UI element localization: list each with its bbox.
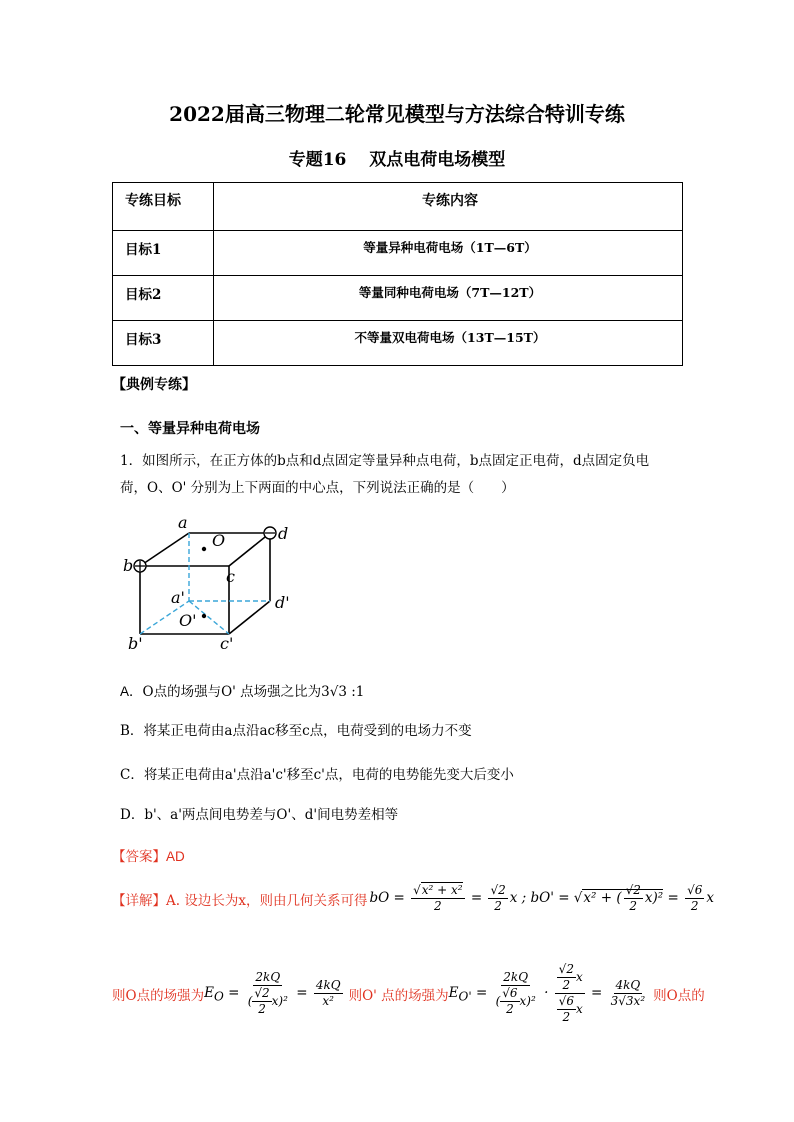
- answer-line: [112, 845, 185, 865]
- answer-label: 【答案】: [112, 849, 166, 865]
- option-a-ratio: 3√3 :1: [321, 684, 365, 700]
- table-header-content: 专练内容: [214, 183, 683, 231]
- detail-line2-suffix: 则O点的: [653, 987, 705, 1004]
- label-a-prime: a': [171, 588, 185, 607]
- cube-figure: [118, 512, 298, 657]
- point-O: [202, 547, 206, 551]
- document-subtitle: 专题16 双点电荷电场模型: [288, 150, 506, 170]
- option-b: B．将某正电荷由a点沿ac移至c点，电荷受到的电场力不变: [120, 723, 472, 739]
- document-title: 2022届高三物理二轮常见模型与方法综合特训专练: [169, 102, 625, 126]
- table-row: [113, 276, 683, 321]
- detail-line2-mid: 则O' 点的场强为: [348, 987, 449, 1004]
- question-line-2: 荷，O、O' 分别为上下两面的中心点，下列说法正确的是（ ）: [120, 480, 515, 496]
- part-heading: 一、等量异种电荷电场: [120, 421, 260, 437]
- positive-charge-icon: [134, 560, 146, 572]
- answer-value: AD: [166, 849, 185, 864]
- option-d: D．b'、a'两点间电势差与O'、d'间电势差相等: [120, 807, 399, 823]
- table-header-goal: 专练目标: [113, 183, 214, 231]
- question-line-1: 1．如图所示，在正方体的b点和d点固定等量异种点电荷，b点固定正电荷，d点固定负电: [120, 453, 650, 469]
- formula-EO-prime: $E_{O'}$ = 2kQ ( $\frac{√6}{2}$ x)² · $\frac{√2}{2}$ x $\frac{√6}{2}$ x = $\frac{4kQ}{\text{3√3x²}}$: [448, 962, 646, 1024]
- label-b-prime: b': [128, 634, 143, 653]
- detail-line2-prefix: 则O点的场强为: [112, 987, 205, 1004]
- table-row: [113, 231, 683, 276]
- label-d-prime: d': [275, 593, 290, 612]
- table-cell-content: 等量异种电荷电场（1T—6T）: [214, 231, 683, 276]
- formula-EO: $E_O$ = 2kQ ( $\frac{√2}{2}$ x)² = $\frac{4kQ}{\text{x²}}$: [204, 970, 341, 1016]
- label-d: d: [278, 524, 289, 543]
- table-cell-goal: 目标1: [113, 231, 214, 276]
- detail-line-2: [112, 962, 705, 1025]
- label-c: c: [226, 567, 235, 586]
- label-O: O: [212, 531, 226, 550]
- goals-table: [112, 182, 683, 366]
- label-O-prime: O': [179, 611, 197, 630]
- detail-label: 【详解】: [112, 892, 166, 909]
- negative-charge-icon: [264, 527, 276, 539]
- point-O-prime: [202, 614, 206, 618]
- label-b: b: [123, 556, 134, 575]
- detail-line1-text: A. 设边长为x，则由几何关系可得: [166, 892, 368, 909]
- label-c-prime: c': [220, 634, 234, 653]
- detail-line-1: [112, 883, 714, 914]
- option-c: C．将某正电荷由a'点沿a'c'移至c'点，电荷的电势能先变大后变小: [120, 767, 514, 783]
- section-label: 【典例专练】: [112, 377, 196, 393]
- table-row: [113, 321, 683, 366]
- label-a: a: [178, 513, 188, 532]
- formula-bO: bO = $\frac{\text{√x² + x²}}{2}$ = $\frac{√2}{2}$ x ; bO' = √x² + ( $\frac{√2}{2}$ x)² = $\frac{√6}{2}$ x: [369, 883, 714, 913]
- table-cell-content: 等量同种电荷电场（7T—12T）: [214, 276, 683, 321]
- table-cell-goal: 目标3: [113, 321, 214, 366]
- table-cell-goal: 目标2: [113, 276, 214, 321]
- option-a: A．O点的场强与O' 点场强之比为3√3 :1: [120, 684, 365, 700]
- table-cell-content: 不等量双电荷电场（13T—15T）: [214, 321, 683, 366]
